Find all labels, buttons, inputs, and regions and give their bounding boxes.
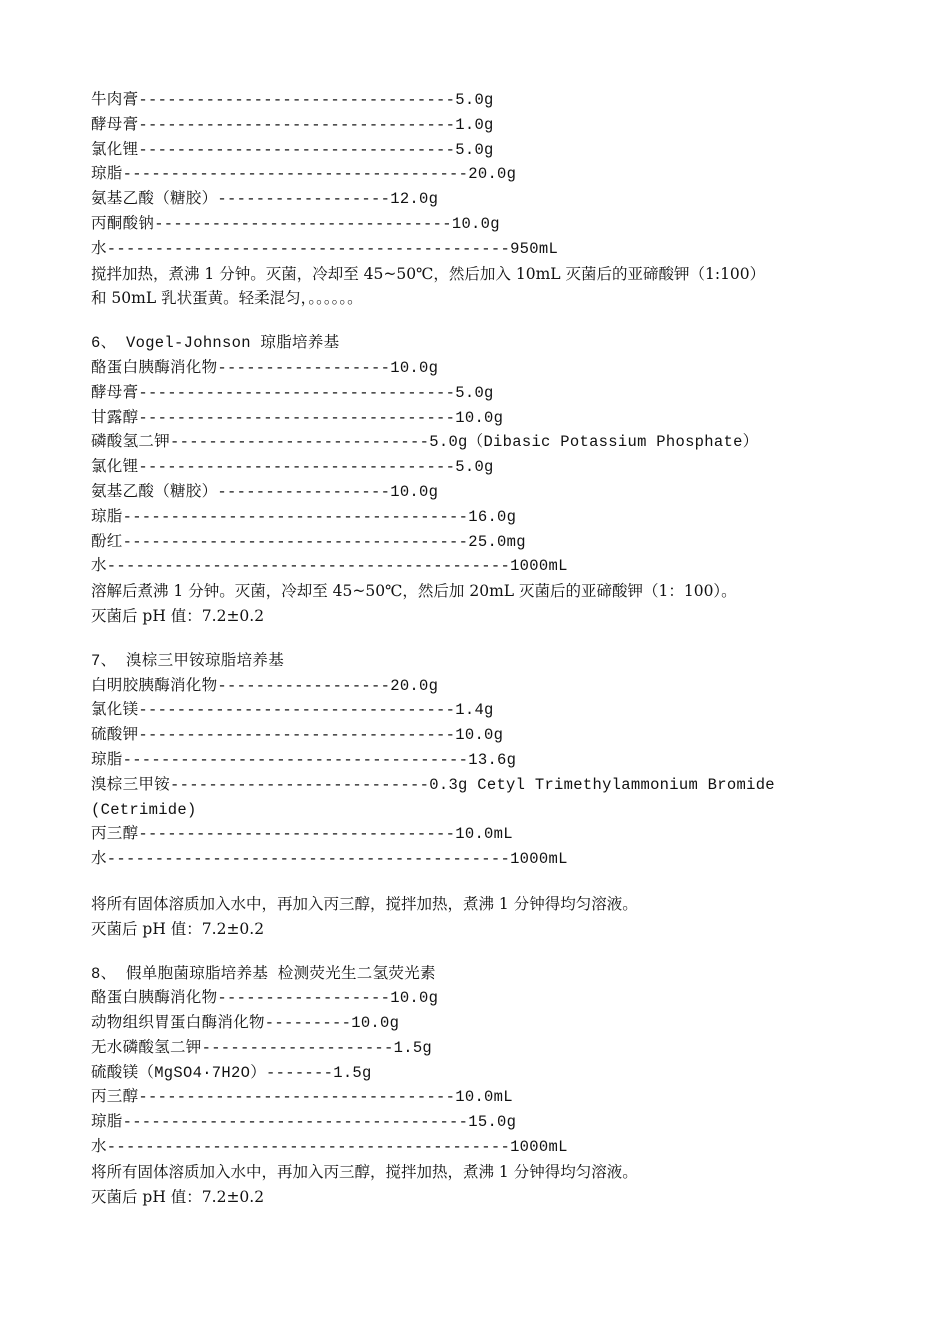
spacer: [91, 629, 891, 649]
recipe-line: 水------------------------------------------1000mL: [91, 1138, 568, 1157]
recipe-line: 牛肉膏---------------------------------5.0g: [91, 91, 494, 109]
recipe-line: 丙三醇---------------------------------10.0mL: [91, 825, 513, 844]
recipe-line: 氨基乙酸（糖胶）------------------12.0g: [91, 190, 439, 209]
recipe-line: 琼脂------------------------------------13.6g: [91, 750, 517, 769]
ph-note: 灭菌后 pH 值：7.2±0.2: [91, 1187, 265, 1206]
recipe-line: 丙三醇---------------------------------10.0mL: [91, 1088, 513, 1107]
recipe-line: 琼脂------------------------------------20.0g: [91, 165, 517, 184]
preparation-note: 溶解后煮沸 1 分钟。灭菌，冷却至 45~50℃，然后加 20mL 灭菌后的亚碲酸钾（1：100）。: [91, 582, 737, 601]
recipe-line: 硫酸钾---------------------------------10.0g: [91, 726, 504, 745]
recipe-line: 丙酮酸钠-------------------------------10.0g: [91, 214, 500, 233]
recipe-line: 磷酸氢二钾---------------------------5.0g（Dibasic Potassium Phosphate）: [91, 433, 759, 452]
recipe-line: 无水磷酸氢二钾--------------------1.5g: [91, 1038, 433, 1057]
recipe-line: 酪蛋白胰酶消化物------------------10.0g: [91, 989, 439, 1008]
recipe-line: 溴棕三甲铵---------------------------0.3g Cetyl Trimethylammonium Bromide: [91, 775, 775, 794]
recipe-line: 动物组织胃蛋白酶消化物---------10.0g: [91, 1014, 400, 1033]
section-8: [91, 962, 891, 1210]
recipe-line: 琼脂------------------------------------16.0g: [91, 507, 517, 526]
recipe-line: 氯化镁---------------------------------1.4g: [91, 701, 494, 720]
section-7: [91, 649, 891, 942]
section-title: 7、 溴棕三甲铵琼脂培养基: [91, 651, 285, 670]
recipe-line: 氯化锂---------------------------------5.0g: [91, 140, 494, 159]
section-title: 6、 Vogel-Johnson 琼脂培养基: [91, 334, 340, 353]
recipe-line: (Cetrimide): [91, 800, 197, 819]
recipe-line: 水------------------------------------------950mL: [91, 239, 559, 258]
recipe-line: 酵母膏---------------------------------1.0g: [91, 115, 494, 134]
recipe-line: 甘露醇---------------------------------10.0g: [91, 408, 504, 427]
recipe-line: 白明胶胰酶消化物------------------20.0g: [91, 676, 439, 695]
recipe-line: 水------------------------------------------1000mL: [91, 850, 568, 869]
spacer: [91, 872, 891, 892]
preparation-note: 将所有固体溶质加入水中，再加入丙三醇，搅拌加热，煮沸 1 分钟得均匀溶液。: [91, 894, 638, 913]
section-6: [91, 331, 891, 629]
recipe-line: 酪蛋白胰酶消化物------------------10.0g: [91, 358, 439, 377]
document-page: [91, 88, 891, 1209]
ph-note: 灭菌后 pH 值：7.2±0.2: [91, 606, 265, 625]
section-prev: [91, 88, 891, 311]
preparation-note: 搅拌加热，煮沸 1 分钟。灭菌，冷却至 45~50℃，然后加入 10mL 灭菌后的亚碲酸钾（1:100）: [91, 264, 766, 283]
ph-note: 灭菌后 pH 值：7.2±0.2: [91, 919, 265, 938]
recipe-line: 氯化锂---------------------------------5.0g: [91, 458, 494, 477]
recipe-line: 水------------------------------------------1000mL: [91, 557, 568, 576]
recipe-line: 酚红------------------------------------25.0mg: [91, 532, 526, 551]
recipe-line: 琼脂------------------------------------15.0g: [91, 1113, 517, 1132]
recipe-line: 氨基乙酸（糖胶）------------------10.0g: [91, 482, 439, 501]
recipe-line: 酵母膏---------------------------------5.0g: [91, 383, 494, 402]
section-title: 8、 假单胞菌琼脂培养基 检测荧光生二氢荧光素: [91, 964, 436, 983]
preparation-note: 将所有固体溶质加入水中，再加入丙三醇，搅拌加热，煮沸 1 分钟得均匀溶液。: [91, 1162, 638, 1181]
recipe-line: 硫酸镁（MgSO4·7H2O）-------1.5g: [91, 1063, 372, 1082]
spacer: [91, 942, 891, 962]
spacer: [91, 311, 891, 331]
preparation-note: 和 50mL 乳状蛋黄。轻柔混匀，。。。。。。: [91, 289, 363, 308]
